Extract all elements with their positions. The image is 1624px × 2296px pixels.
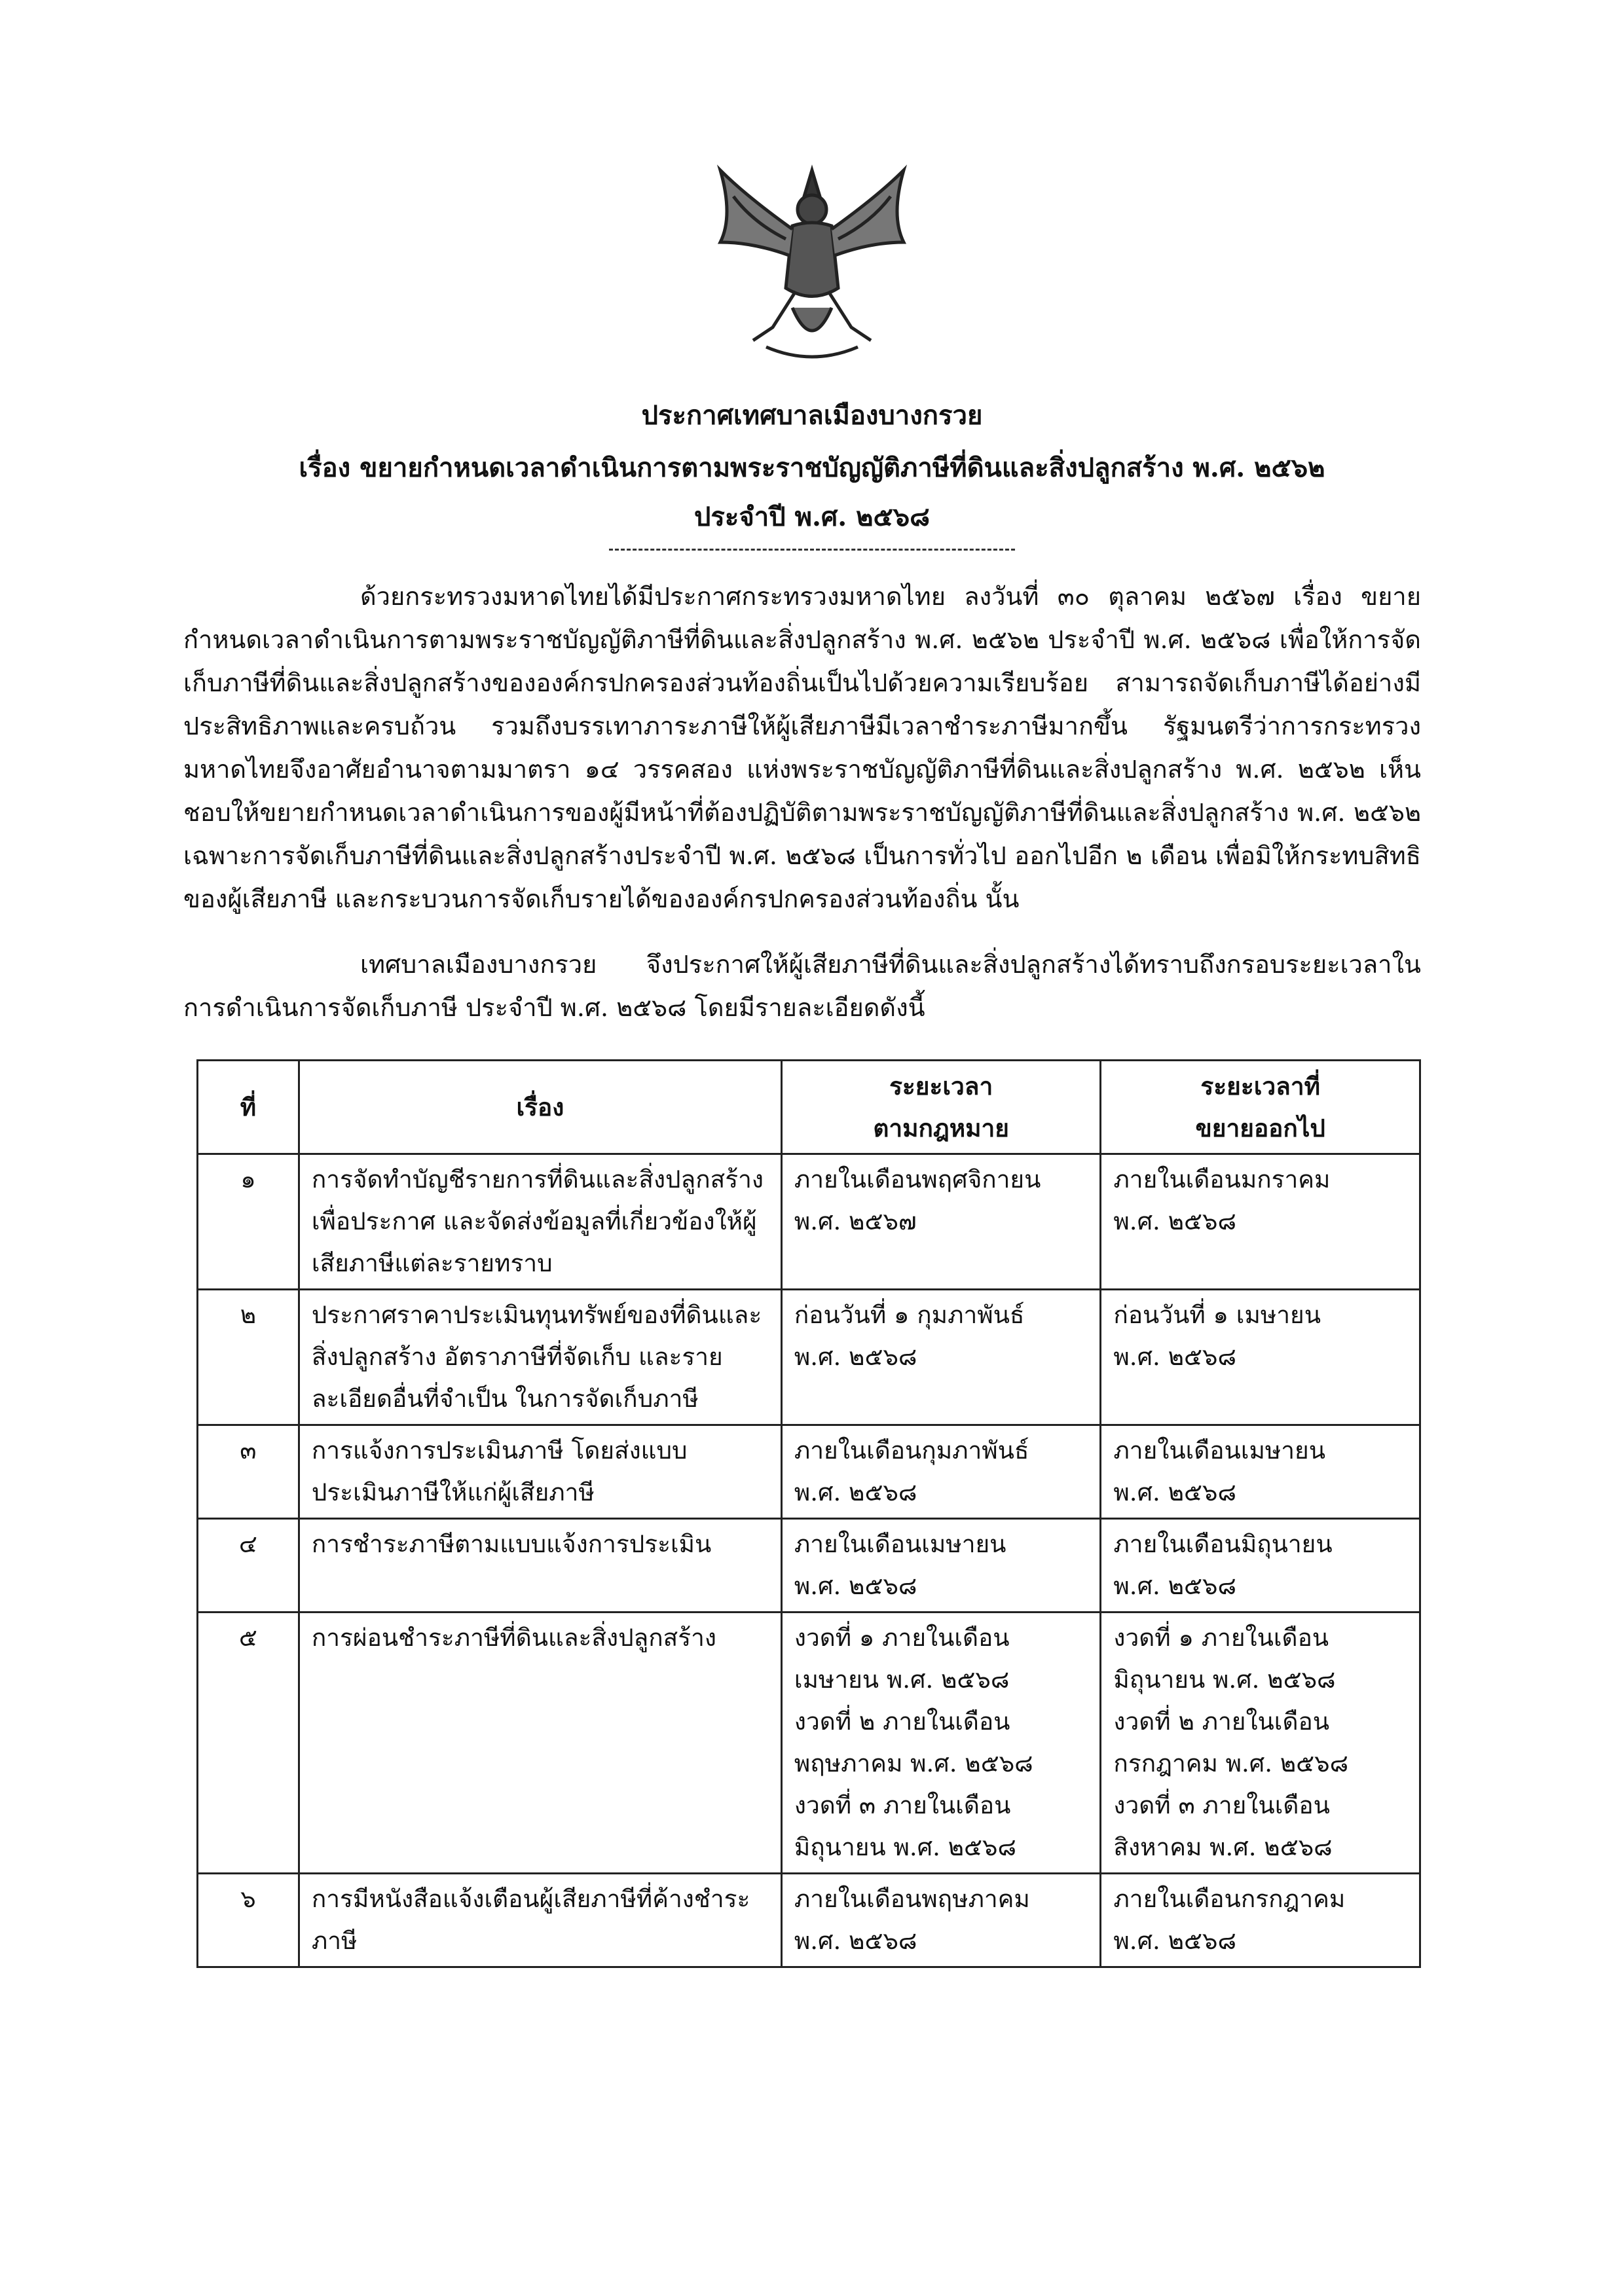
row-legal-period xyxy=(781,1425,1101,1519)
period-line: พ.ศ. ๒๕๖๘ xyxy=(1113,1478,1237,1506)
period-line: ภายในเดือนมิถุนายน xyxy=(1113,1530,1333,1558)
row-topic: การมีหนังสือแจ้งเตือนผู้เสียภาษีที่ค้างชำระภาษี xyxy=(299,1874,781,1967)
row-number: ๔ xyxy=(198,1519,299,1613)
period-line: พ.ศ. ๒๕๖๘ xyxy=(794,1927,917,1955)
period-line: พฤษภาคม พ.ศ. ๒๕๖๘ xyxy=(794,1749,1033,1777)
header-no: ที่ xyxy=(198,1061,299,1154)
period-line: เมษายน พ.ศ. ๒๕๖๘ xyxy=(794,1666,1010,1694)
period-line: พ.ศ. ๒๕๖๘ xyxy=(794,1343,917,1371)
row-topic: การจัดทำบัญชีรายการที่ดินและสิ่งปลูกสร้างเพื่อประกาศ และจัดส่งข้อมูลที่เกี่ยวข้องให้ผู้เสียภาษีแต่ละรายทราบ xyxy=(299,1154,781,1290)
header-extended-period-line: ระยะเวลาที่ xyxy=(1200,1072,1320,1101)
schedule-table xyxy=(196,1059,1421,1968)
row-extended-period xyxy=(1101,1613,1420,1874)
period-line: งวดที่ ๓ ภายในเดือน xyxy=(794,1791,1011,1819)
period-line: ภายในเดือนพฤษภาคม xyxy=(794,1885,1030,1913)
table-row xyxy=(198,1425,1420,1519)
table-row xyxy=(198,1290,1420,1425)
period-line: งวดที่ ๒ ภายในเดือน xyxy=(1113,1707,1329,1736)
header-extended-period xyxy=(1101,1061,1420,1154)
row-extended-period xyxy=(1101,1874,1420,1967)
table-row xyxy=(198,1519,1420,1613)
announcement-year: ประจำปี พ.ศ. ๒๕๖๘ xyxy=(694,501,930,532)
period-line: ภายในเดือนเมษายน xyxy=(1113,1436,1325,1465)
row-topic: การแจ้งการประเมินภาษี โดยส่งแบบประเมินภาษีให้แก่ผู้เสียภาษี xyxy=(299,1425,781,1519)
row-extended-period xyxy=(1101,1290,1420,1425)
row-legal-period xyxy=(781,1519,1101,1613)
period-line: งวดที่ ๒ ภายในเดือน xyxy=(794,1707,1010,1736)
period-line: มิถุนายน พ.ศ. ๒๕๖๘ xyxy=(794,1833,1017,1861)
period-line: ภายในเดือนกรกฎาคม xyxy=(1113,1885,1346,1913)
row-number: ๑ xyxy=(198,1154,299,1290)
header-extended-period-line: ขยายออกไป xyxy=(1195,1114,1325,1142)
body-paragraph-2: เทศบาลเมืองบางกรวย จึงประกาศให้ผู้เสียภาษีที่ดินและสิ่งปลูกสร้างได้ทราบถึงกรอบระยะเวลาในการดำเนินการจัดเก็บภาษี ประจำปี พ.ศ. ๒๕๖๘ โดยมีรายละเอียดดังนี้ xyxy=(183,950,1421,1022)
table-row xyxy=(198,1154,1420,1290)
row-number: ๒ xyxy=(198,1290,299,1425)
header-legal-period xyxy=(781,1061,1101,1154)
period-line: ภายในเดือนมกราคม xyxy=(1113,1165,1331,1194)
period-line: พ.ศ. ๒๕๖๘ xyxy=(1113,1207,1237,1235)
period-line: ก่อนวันที่ ๑ เมษายน xyxy=(1113,1301,1321,1329)
period-line: ก่อนวันที่ ๑ กุมภาพันธ์ xyxy=(794,1301,1025,1329)
period-line: พ.ศ. ๒๕๖๘ xyxy=(1113,1572,1237,1600)
row-legal-period xyxy=(781,1290,1101,1425)
row-topic: การผ่อนชำระภาษีที่ดินและสิ่งปลูกสร้าง xyxy=(299,1613,781,1874)
period-line: พ.ศ. ๒๕๖๘ xyxy=(794,1572,917,1600)
table-row xyxy=(198,1613,1420,1874)
row-topic: ประกาศราคาประเมินทุนทรัพย์ของที่ดินและสิ่งปลูกสร้าง อัตราภาษีที่จัดเก็บ และรายละเอียดอื่นที่จำเป็น ในการจัดเก็บภาษี xyxy=(299,1290,781,1425)
body-paragraph-1: ด้วยกระทรวงมหาดไทยได้มีประกาศกระทรวงมหาดไทย ลงวันที่ ๓๐ ตุลาคม ๒๕๖๗ เรื่อง ขยายกำหนดเวลาดำเนินการตามพระราชบัญญัติภาษีที่ดินและสิ่งปลูกสร้าง พ.ศ. ๒๕๖๒ ประจำปี พ.ศ. ๒๕๖๘ เพื่อให้การจัดเก็บภาษีที่ดินและสิ่งปลูกสร้างขององค์กรปกครองส่วนท้องถิ่นเป็นไปด้วยความเรียบร้อย สามารถจัดเก็บภาษีได้อย่างมีประสิทธิภาพและครบถ้วน รวมถึงบรรเทาภาระภาษีให้ผู้เสียภาษีมีเวลาชำระภาษีมากขึ้น รัฐมนตรีว่าการกระทรวงมหาดไทยจึงอาศัยอำนาจตามมาตรา ๑๔ วรรคสอง แห่งพระราชบัญญัติภาษีที่ดินและสิ่งปลูกสร้าง พ.ศ. ๒๕๖๒ เห็นชอบให้ขยายกำหนดเวลาดำเนินการของผู้มีหน้าที่ต้องปฏิบัติตามพระราชบัญญัติภาษีที่ดินและสิ่งปลูกสร้าง พ.ศ. ๒๕๖๒ เฉพาะการจัดเก็บภาษีที่ดินและสิ่งปลูกสร้างประจำปี พ.ศ. ๒๕๖๘ เป็นการทั่วไป ออกไปอีก ๒ เดือน เพื่อมิให้กระทบสิทธิของผู้เสียภาษี และกระบวนการจัดเก็บรายได้ขององค์กรปกครองส่วนท้องถิ่น นั้น xyxy=(183,582,1421,913)
announcement-subject: เรื่อง ขยายกำหนดเวลาดำเนินการตามพระราชบัญญัติภาษีที่ดินและสิ่งปลูกสร้าง พ.ศ. ๒๕๖๒ xyxy=(299,452,1325,483)
row-extended-period xyxy=(1101,1519,1420,1613)
period-line: กรกฎาคม พ.ศ. ๒๕๖๘ xyxy=(1113,1749,1349,1777)
row-number: ๖ xyxy=(198,1874,299,1967)
divider xyxy=(609,549,1015,551)
period-line: พ.ศ. ๒๕๖๗ xyxy=(794,1207,917,1235)
table-row xyxy=(198,1874,1420,1967)
period-line: ภายในเดือนเมษายน xyxy=(794,1530,1006,1558)
row-number: ๓ xyxy=(198,1425,299,1519)
period-line: พ.ศ. ๒๕๖๘ xyxy=(1113,1343,1237,1371)
period-line: ภายในเดือนกุมภาพันธ์ xyxy=(794,1436,1029,1465)
period-line: มิถุนายน พ.ศ. ๒๕๖๘ xyxy=(1113,1666,1336,1694)
row-legal-period xyxy=(781,1613,1101,1874)
period-line: งวดที่ ๓ ภายในเดือน xyxy=(1113,1791,1330,1819)
period-line: พ.ศ. ๒๕๖๘ xyxy=(1113,1927,1237,1955)
header-legal-period-line: ระยะเวลา xyxy=(889,1072,993,1101)
row-extended-period xyxy=(1101,1154,1420,1290)
period-line: งวดที่ ๑ ภายในเดือน xyxy=(794,1624,1010,1652)
period-line: งวดที่ ๑ ภายในเดือน xyxy=(1113,1624,1329,1652)
row-number: ๕ xyxy=(198,1613,299,1874)
header-legal-period-line: ตามกฎหมาย xyxy=(873,1114,1009,1142)
period-line: พ.ศ. ๒๕๖๘ xyxy=(794,1478,917,1506)
row-extended-period xyxy=(1101,1425,1420,1519)
table-header-row xyxy=(198,1061,1420,1154)
garuda-emblem-icon xyxy=(694,157,930,367)
period-line: ภายในเดือนพฤศจิกายน xyxy=(794,1165,1041,1194)
announcement-title: ประกาศเทศบาลเมืองบางกรวย xyxy=(641,400,983,431)
row-topic: การชำระภาษีตามแบบแจ้งการประเมิน xyxy=(299,1519,781,1613)
period-line: สิงหาคม พ.ศ. ๒๕๖๘ xyxy=(1113,1833,1333,1861)
row-legal-period xyxy=(781,1154,1101,1290)
header-topic: เรื่อง xyxy=(299,1061,781,1154)
row-legal-period xyxy=(781,1874,1101,1967)
